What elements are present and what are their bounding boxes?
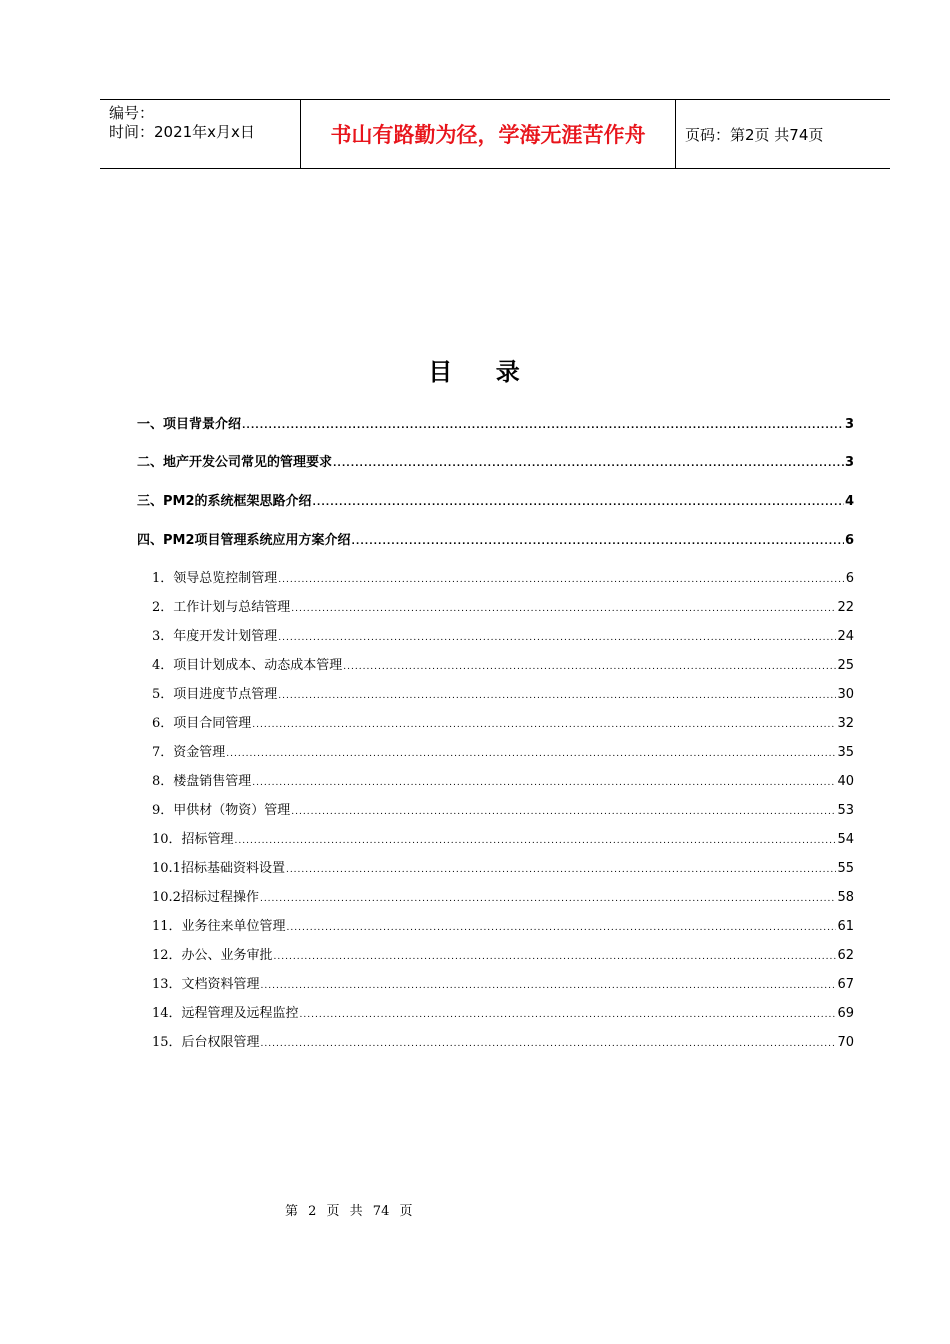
toc-entry-page: 3 <box>844 455 854 470</box>
toc-subentry-page: 54 <box>837 832 854 847</box>
toc-subentry-page: 25 <box>837 658 854 673</box>
toc-entry[interactable] <box>137 453 854 473</box>
toc-subentry-text: 4．项目计划成本、动态成本管理 <box>152 658 343 673</box>
toc-subentry-text: 10．招标管理 <box>152 832 234 847</box>
toc-subentry-page: 61 <box>837 919 854 934</box>
toc-title: 目 录 <box>428 357 522 386</box>
toc-subentry-text: 13．文档资料管理 <box>152 977 260 992</box>
toc-subentry-page: 67 <box>837 977 854 992</box>
toc-subentry-text: 5．项目进度节点管理 <box>152 687 278 702</box>
toc-subentry[interactable] <box>152 685 854 705</box>
toc-subentry[interactable] <box>152 830 854 850</box>
toc-leader <box>274 947 837 967</box>
toc-subentry-page: 35 <box>837 745 854 760</box>
toc-subentry[interactable] <box>152 859 854 879</box>
page-header <box>100 99 890 169</box>
toc-subentry-page: 30 <box>837 687 854 702</box>
page-footer: 第 2 页 共 74 页 <box>285 1204 413 1219</box>
header-motto: 书山有路勤为径，学海无涯苦作舟 <box>301 100 676 168</box>
header-meta <box>100 100 301 168</box>
toc-subentry[interactable] <box>152 569 854 589</box>
toc-leader <box>278 570 844 590</box>
toc-subentry-page: 69 <box>837 1006 854 1021</box>
toc-subentry[interactable] <box>152 946 854 966</box>
toc-subentry-text: 9．甲供材（物资）管理 <box>152 803 291 818</box>
toc-leader <box>242 416 844 436</box>
toc-leader <box>252 773 836 793</box>
toc-leader <box>252 715 836 735</box>
toc-entry[interactable] <box>137 531 854 551</box>
toc-subentry-page: 55 <box>837 861 854 876</box>
toc-subentry-text: 8．楼盘销售管理 <box>152 774 252 789</box>
toc-leader <box>291 802 836 822</box>
toc-subentry[interactable] <box>152 598 854 618</box>
toc-subentry-page: 62 <box>837 948 854 963</box>
toc-subentry-page: 58 <box>837 890 854 905</box>
toc-leader <box>260 889 837 909</box>
toc-subentry-text: 7．资金管理 <box>152 745 226 760</box>
toc-subentry-text: 11．业务往来单位管理 <box>152 919 286 934</box>
header-page-info: 页码：第2页 共74页 <box>685 125 824 144</box>
toc-leader <box>333 454 844 474</box>
toc-subentry[interactable] <box>152 888 854 908</box>
toc-entry-text: 三、PM2的系统框架思路介绍 <box>137 494 312 509</box>
toc-entry[interactable] <box>137 492 854 512</box>
toc-subentry-page: 22 <box>837 600 854 615</box>
toc-subentry-text: 2．工作计划与总结管理 <box>152 600 291 615</box>
toc-leader <box>291 599 836 619</box>
toc-leader <box>261 1034 837 1054</box>
time-label: 时间：2021年x月x日 <box>109 123 255 141</box>
toc-entry[interactable] <box>137 415 854 435</box>
toc-subentry-text: 1．领导总览控制管理 <box>152 571 278 586</box>
toc-subentry-text: 14．远程管理及远程监控 <box>152 1006 299 1021</box>
toc-subentry[interactable] <box>152 975 854 995</box>
toc-leader <box>300 1005 837 1025</box>
toc-subentry[interactable] <box>152 743 854 763</box>
toc-subentry[interactable] <box>152 627 854 647</box>
toc-leader <box>287 918 837 938</box>
toc-leader <box>313 493 844 513</box>
toc-subentry[interactable] <box>152 1033 854 1053</box>
toc-leader <box>286 860 837 880</box>
toc-subentry-text: 10.2招标过程操作 <box>152 890 259 905</box>
toc-leader <box>278 628 836 648</box>
toc-subentry-page: 24 <box>837 629 854 644</box>
toc-leader <box>226 744 836 764</box>
toc-subentry-text: 15．后台权限管理 <box>152 1035 260 1050</box>
toc-subentry-page: 70 <box>837 1035 854 1050</box>
toc-entry-text: 二、地产开发公司常见的管理要求 <box>137 455 333 470</box>
toc-leader <box>352 532 844 552</box>
toc-leader <box>235 831 837 851</box>
number-label: 编号： <box>109 104 155 122</box>
toc-subentry-text: 6．项目合同管理 <box>152 716 252 731</box>
toc-subentry-page: 53 <box>837 803 854 818</box>
toc-entry-text: 一、项目背景介绍 <box>137 417 242 432</box>
toc-subentry[interactable] <box>152 772 854 792</box>
toc-leader <box>278 686 836 706</box>
toc-subentry-text: 12．办公、业务审批 <box>152 948 273 963</box>
toc-leader <box>343 657 836 677</box>
toc-entry-text: 四、PM2项目管理系统应用方案介绍 <box>137 533 351 548</box>
toc-subentry-text: 3．年度开发计划管理 <box>152 629 278 644</box>
toc-subentry[interactable] <box>152 917 854 937</box>
toc-subentry[interactable] <box>152 801 854 821</box>
toc-leader <box>261 976 837 996</box>
toc-entry-page: 4 <box>844 494 854 509</box>
toc-subentry-text: 10.1招标基础资料设置 <box>152 861 285 876</box>
toc-subentry[interactable] <box>152 1004 854 1024</box>
toc-subentry-page: 6 <box>845 571 854 586</box>
toc-subentry-page: 32 <box>837 716 854 731</box>
toc-entry-page: 6 <box>844 533 854 548</box>
toc-subentry[interactable] <box>152 656 854 676</box>
toc-entry-page: 3 <box>844 417 854 432</box>
toc-subentry-page: 40 <box>837 774 854 789</box>
toc-subentry[interactable] <box>152 714 854 734</box>
